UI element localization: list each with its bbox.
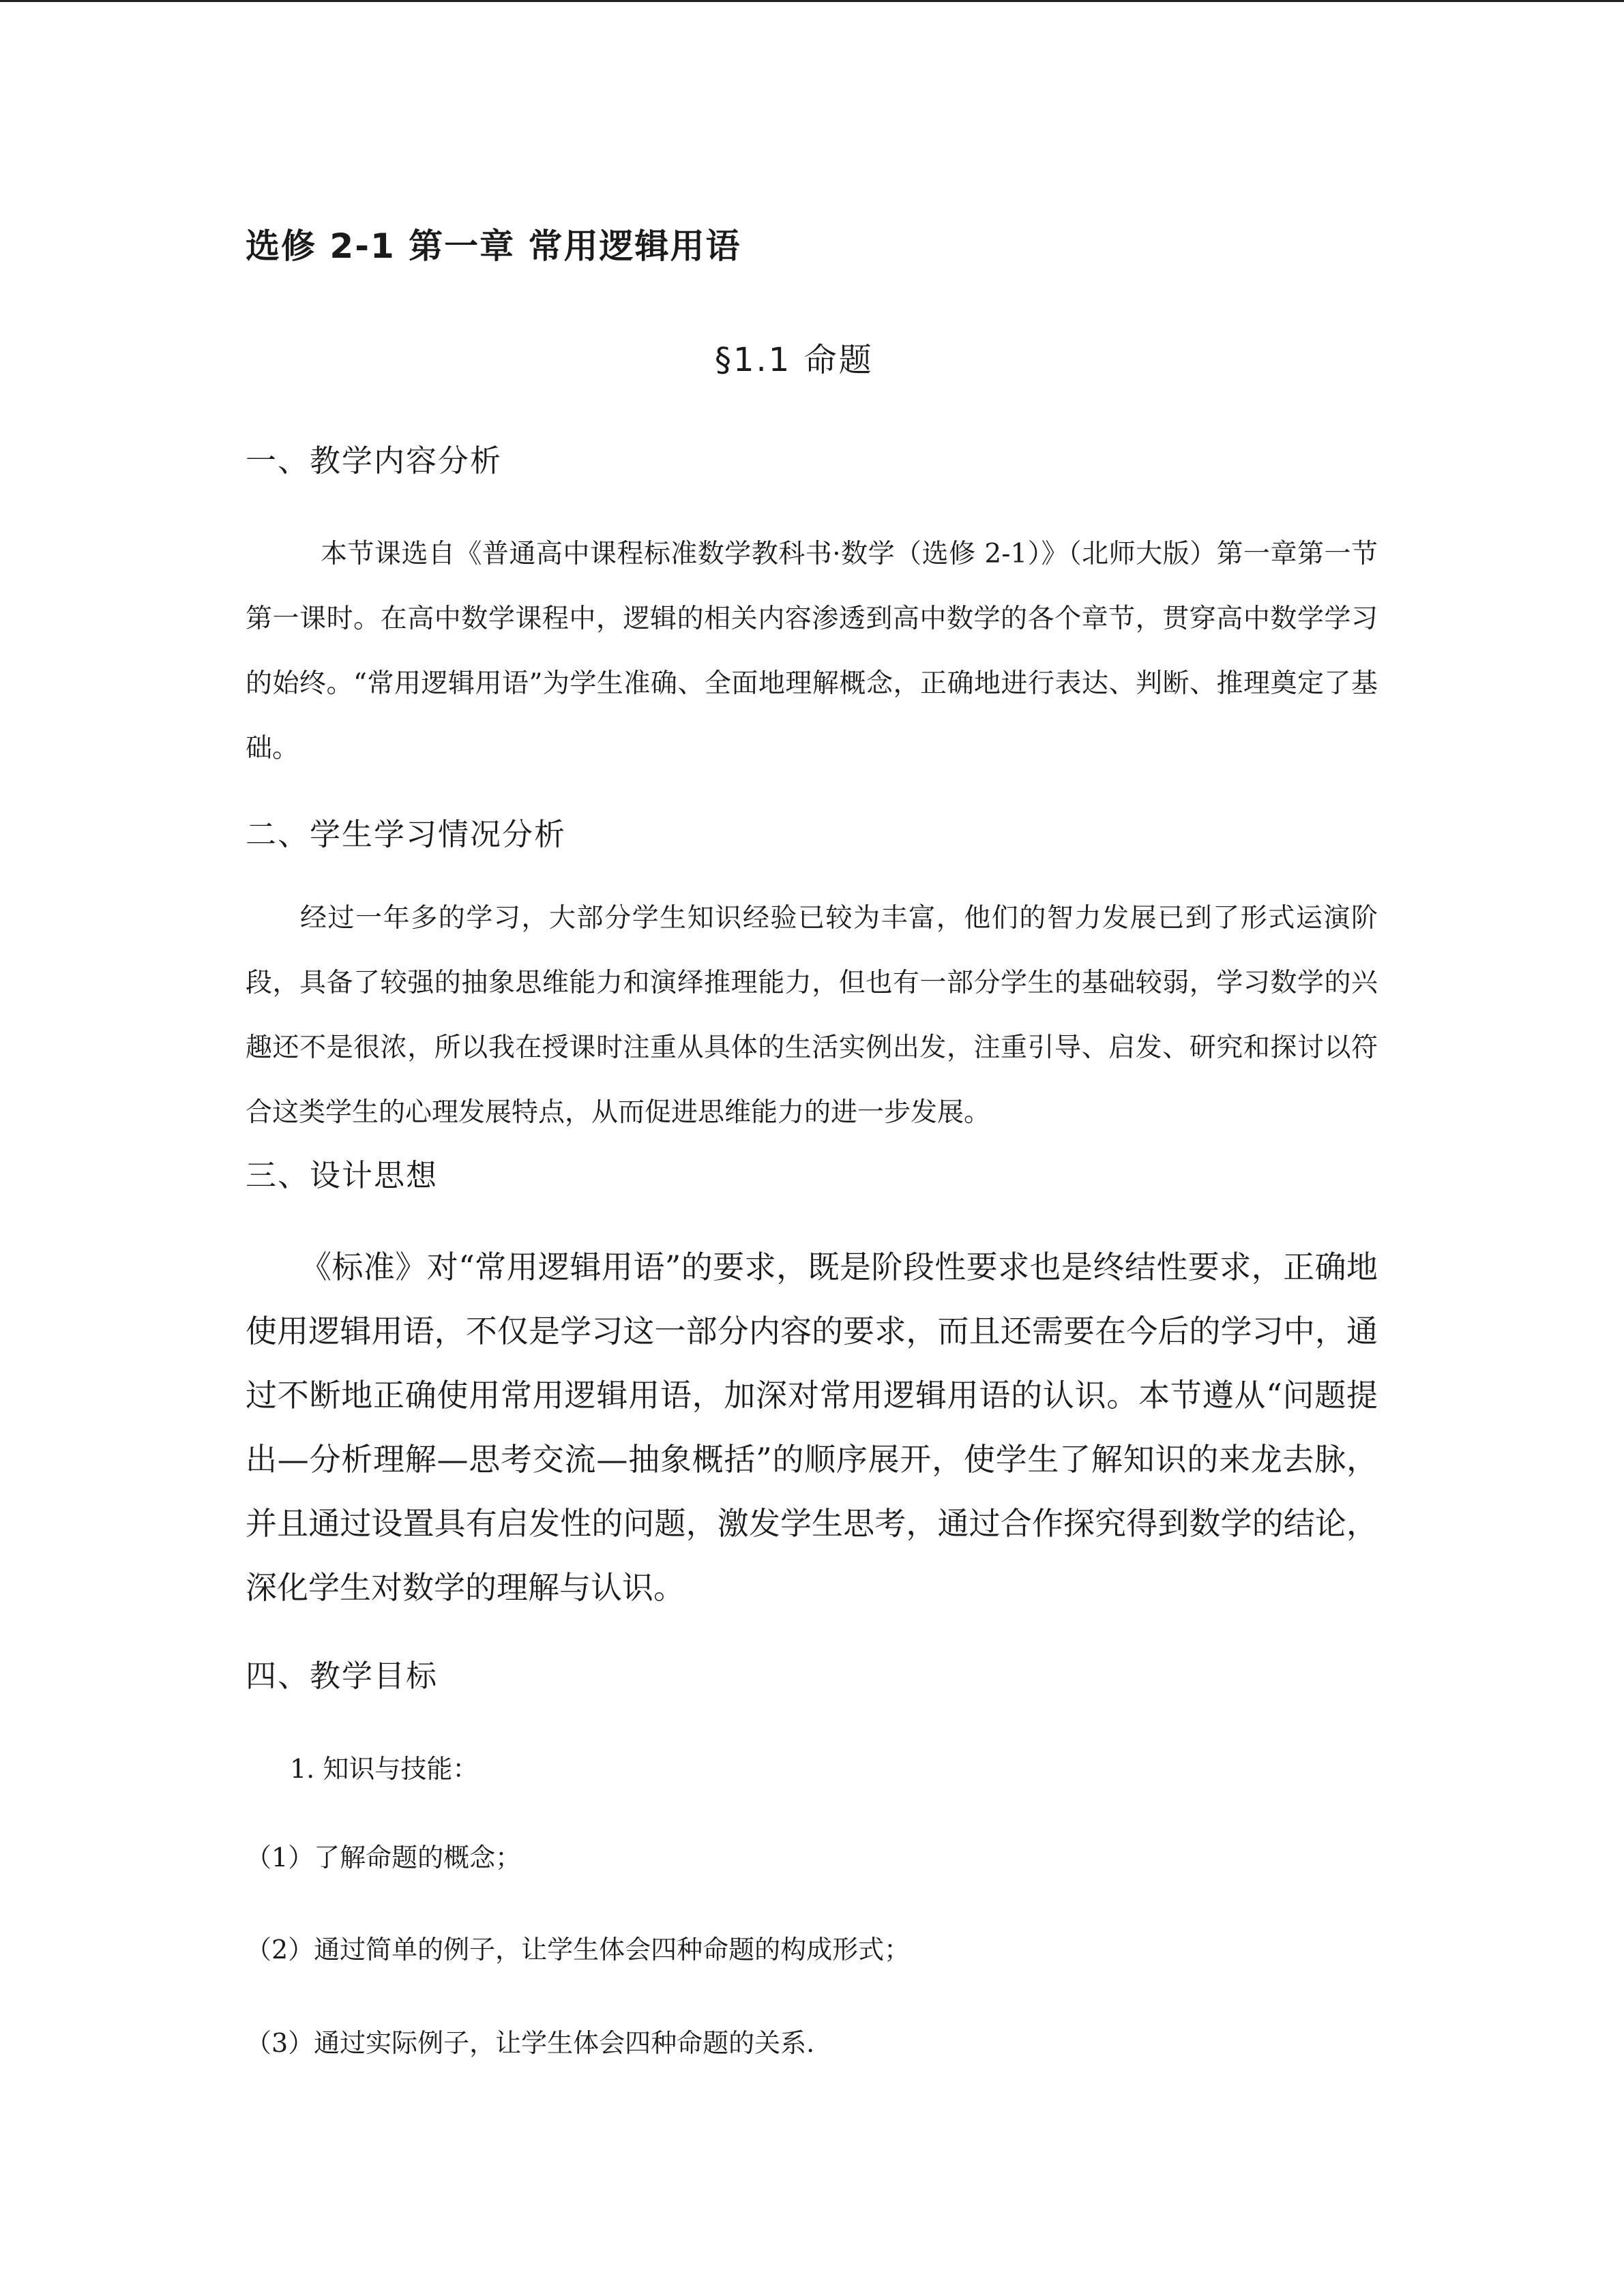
section-title: §1.1 命题 [715, 341, 874, 379]
list-item: （1）了解命题的概念； [246, 1843, 522, 1873]
paragraph-design-thinking: 《标准》对“常用逻辑用语”的要求，既是阶段性要求也是终结性要求，正确地使用逻辑用语，不仅是学习这一部分内容的要求，而且还需要在今后的学习中，通过不断地正确使用常用逻辑用语，加深对常用逻辑用语的认识。本节遵从“问题提出—分析理解—思考交流—抽象概括”的顺序展开，使学生了解知识的来龙去脉，并且通过设置具有启发性的问题，激发学生思考，通过合作探究得到数学的结论，深化学生对数学的理解与认识。 [246, 1249, 1378, 1606]
heading-student-analysis: 二、学生学习情况分析 [246, 816, 567, 852]
list-item: （2）通过简单的例子，让学生体会四种命题的构成形式； [246, 1935, 911, 1965]
list-item: （3）通过实际例子，让学生体会四种命题的关系. [246, 2028, 815, 2058]
heading-design-thinking: 三、设计思想 [246, 1157, 439, 1193]
subheading-knowledge-skills: 1. 知识与技能： [290, 1754, 479, 1784]
paragraph-student-analysis: 经过一年多的学习，大部分学生知识经验已较为丰富，他们的智力发展已到了形式运演阶段，具备了较强的抽象思维能力和演绎推理能力，但也有一部分学生的基础较弱，学习数学的兴趣还不是很浓，所以我在授课时注重从具体的生活实例出发，注重引导、启发、研究和探讨以符合这类学生的心理发展特点，从而促进思维能力的进一步发展。 [246, 903, 1378, 1128]
chapter-title: 选修 2-1 第一章 常用逻辑用语 [246, 226, 741, 266]
heading-teaching-goals: 四、教学目标 [246, 1658, 439, 1694]
paragraph-content-analysis: 本节课选自《普通高中课程标准数学教科书·数学（选修 2-1）》（北师大版）第一章第一节第一课时。在高中数学课程中，逻辑的相关内容渗透到高中数学的各个章节，贯穿高中数学学习的始终。“常用逻辑用语”为学生准确、全面地理解概念，正确地进行表达、判断、推理奠定了基础。 [246, 539, 1378, 764]
heading-content-analysis: 一、教学内容分析 [246, 443, 503, 479]
